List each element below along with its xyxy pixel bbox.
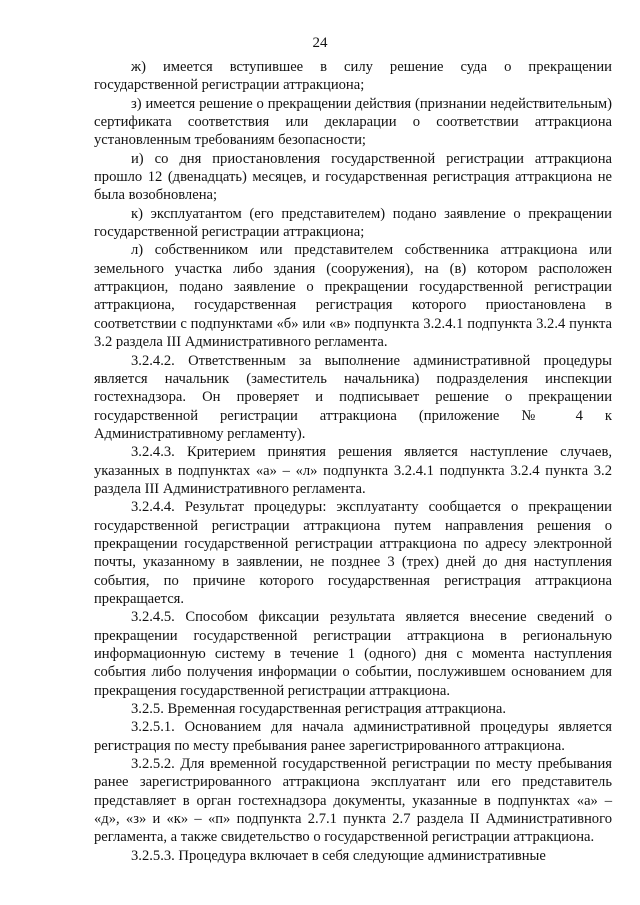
paragraph-3-2-5-2: 3.2.5.2. Для временной государственной регистрации по месту пребывания ранее зарегистрированного аттракциона эксплуатант или его представитель представляет в орган гостехнадзора документы, указанные в подпунктах «а» – «д», «з» и «к» – «п» подпункта 2.7.1 пункта 2.7 раздела II Административного регламента, а также свидетельство о государственной регистрации аттракциона. bbox=[94, 756, 612, 846]
paragraph-3-2-5-1: 3.2.5.1. Основанием для начала административной процедуры является регистрация по месту пребывания ранее зарегистрированного аттракциона. bbox=[94, 719, 612, 754]
document-body bbox=[94, 58, 612, 865]
paragraph-item-i: и) со дня приостановления государственной регистрации аттракциона прошло 12 (двенадцать) месяцев, и государственная регистрация аттракциона не была возобновлена; bbox=[94, 150, 612, 204]
paragraph-3-2-5-3: 3.2.5.3. Процедура включает в себя следующие административные bbox=[131, 847, 546, 864]
paragraph-item-k: к) эксплуатантом (его представителем) подано заявление о прекращении государственной регистрации аттракциона; bbox=[94, 205, 612, 241]
paragraph-3-2-4-2: 3.2.4.2. Ответственным за выполнение административной процедуры является начальник (заместитель начальника) подразделения инспекции гостехнадзора. Он проверяет и подписывает решение о прекращении государственной регистрации аттракциона (приложение № 4 к Административному регламенту). bbox=[94, 352, 612, 442]
paragraph-3-2-4-3: 3.2.4.3. Критерием принятия решения является наступление случаев, указанных в подпунктах «а» – «л» подпункта 3.2.4.1 подпункта 3.2.4 пункта 3.2 раздела III Административного регламента. bbox=[94, 444, 612, 497]
paragraph-item-z: з) имеется решение о прекращении действия (признании недействительным) сертификата соответствия или декларации о соответствии аттракциона установленным требованиям безопасности; bbox=[94, 95, 612, 149]
paragraph-item-l: л) собственником или представителем собственника аттракциона или земельного участка либо здания (сооружения), на (в) котором расположен аттракцион, подано заявление о прекращении государственной регистрации аттракциона, государственная регистрация которого приостановлена в соответствии с подпунктами «б» или «в» подпункта 3.2.4.1 подпункта 3.2.4 пункта 3.2 раздела III Административного регламента. bbox=[94, 242, 612, 351]
section-heading-3-2-5: 3.2.5. Временная государственная регистрация аттракциона. bbox=[131, 701, 507, 718]
page-number: 24 bbox=[312, 35, 328, 51]
paragraph-3-2-4-5: 3.2.4.5. Способом фиксации результата является внесение сведений о прекращении государственной регистрации аттракциона в региональную информационную систему в течение 1 (одного) дня с момента наступления события либо получения информации о событии, послужившем основанием для прекращения государственной регистрации аттракциона. bbox=[94, 609, 612, 699]
paragraph-item-zh: ж) имеется вступившее в силу решение суда о прекращении государственной регистрации аттракциона; bbox=[94, 59, 612, 94]
paragraph-3-2-4-4: 3.2.4.4. Результат процедуры: эксплуатанту сообщается о прекращении государственной регистрации аттракциона путем направления решения о прекращении государственной регистрации аттракциона по адресу электронной почты, указанному в заявлении, не позднее 3 (трех) дней до дня наступления события, по причине которого государственная регистрация аттракциона прекращается. bbox=[94, 499, 612, 607]
